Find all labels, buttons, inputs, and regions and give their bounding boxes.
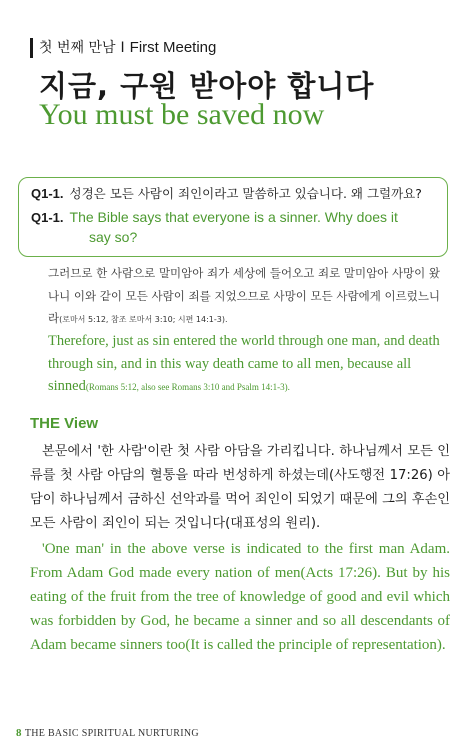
question-english-number: Q1-1. [31,210,64,225]
page-footer [16,727,199,739]
section-korean: 첫 번째 만남 [39,40,116,56]
section-separator: I [120,40,125,56]
verse-english [48,330,448,399]
view-korean-paragraph: 본문에서 '한 사람'이란 첫 사람 아담을 가리킵니다. 하나님께서 모든 인류를 첫 사람 아담의 혈통을 따라 번성하게 하셨는데(사도행전 17:26) 아담이 하나님께서 금하신 선악과를 먹어 죄인이 되었기 때문에 그의 후손인 모든 사람이 죄인이 되는 것입니다(대표성의 원리). [30,444,450,531]
question-english-text-line1: The Bible says that everyone is a sinner. Why does it [69,209,398,225]
verse-english-reference: (Romans 5:12, also see Romans 3:10 and Psalm 14:1-3). [85,382,290,392]
book-title: THE BASIC SPIRITUAL NURTURING [24,728,199,739]
question-english-text-line2: say so? [89,229,138,245]
title-english: You must be saved now [39,98,325,131]
section-tag [30,38,216,58]
question-korean [31,184,422,205]
view-english-paragraph: 'One man' in the above verse is indicated to the first man Adam. From Adam God made every nation of men(Acts 17:26). But by his eating of the fruit from the tree of knowledge of good and evil which was forbidden by God, he became a sinner and so all descendants of Adam became sinners too(It is called the principle of representation). [30,541,450,653]
view-heading: THE View [30,415,99,432]
verse-english-text: Therefore, just as sin entered the world through one man, and death through sin, and in this way death came to all men, because all sinned [48,333,440,394]
question-box [18,177,448,257]
verse-korean [48,262,448,332]
question-korean-number: Q1-1. [31,186,64,201]
verse-korean-text: 그러므로 한 사람으로 말미암아 죄가 세상에 들어오고 죄로 말미암아 사망이 왔나니 이와 같이 모든 사람이 죄를 지었으므로 사망이 모든 사람에게 이르렀느니라 [48,266,441,325]
verse-korean-reference: (로마서 5:12, 참조 로마서 3:10; 시편 14:1-3). [59,315,228,324]
question-korean-text: 성경은 모든 사람이 죄인이라고 말씀하고 있습니다. 왜 그럴까요? [69,186,422,201]
question-english [31,207,398,229]
section-english: First Meeting [129,39,217,56]
page-number: 8 [16,727,22,739]
title-korean: 지금, 구원 받아야 합니다 [39,69,375,103]
